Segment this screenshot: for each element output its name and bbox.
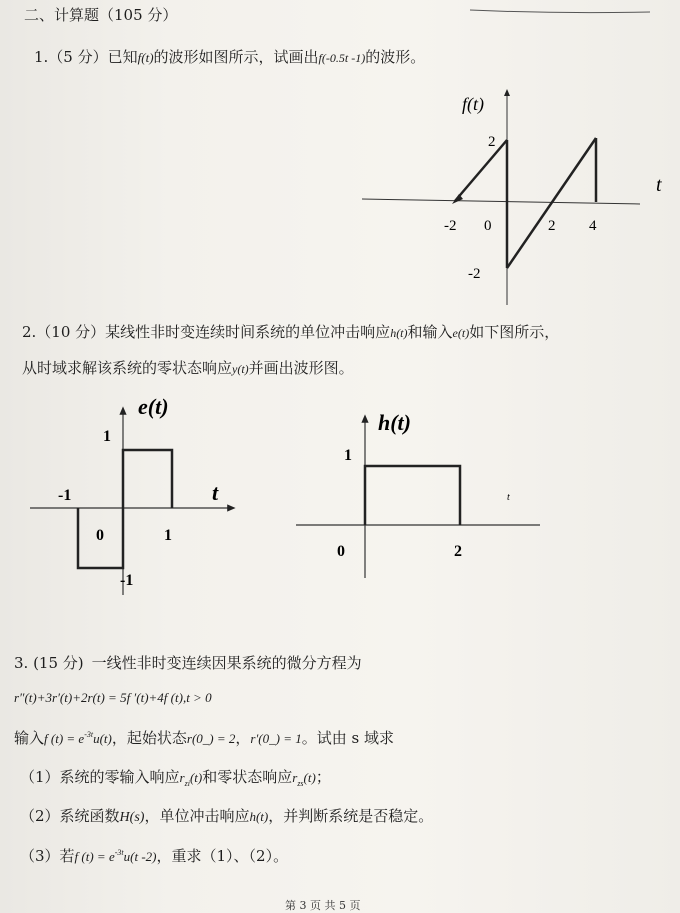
- q3-part2: [20, 805, 433, 826]
- section-title-text: 二、计算题（105 分）: [24, 6, 178, 24]
- q3-rzi-t: (t): [189, 770, 203, 785]
- e-ylabel: e(t): [138, 394, 169, 419]
- h-waveform: [365, 466, 460, 525]
- q2-y: y(t): [232, 362, 249, 376]
- e-xlabel: t: [212, 480, 219, 505]
- h-ylabel: h(t): [378, 410, 411, 435]
- f-ylabel: f(t): [462, 94, 484, 114]
- e-label-0: 0: [96, 527, 104, 544]
- f-tick-x-2: 2: [548, 218, 556, 234]
- q3-f2-u: u(t -2): [123, 849, 157, 864]
- q1-text-a: 已知: [107, 48, 138, 66]
- q1-label: 1.（5 分）: [34, 48, 108, 66]
- q2-label: 2.（10 分）: [22, 323, 106, 341]
- f-tick-x-0: 0: [484, 218, 492, 234]
- h-label-0: 0: [337, 543, 345, 560]
- q2-line1-a: 某线性非时变连续时间系统的单位冲击响应: [105, 323, 391, 341]
- q3-intro-text: 一线性非时变连续因果系统的微分方程为: [91, 654, 362, 672]
- h-label-2: 2: [454, 543, 462, 560]
- q3-part2-b: ，单位冲击响应: [144, 807, 250, 825]
- q1-text-c: 的波形。: [365, 48, 426, 66]
- q3-Hs: H(s): [119, 810, 145, 825]
- q3-input-a: 输入: [14, 729, 45, 747]
- q3-part1-c: ；: [315, 768, 331, 786]
- q1-text-b: 的波形如图所示，试画出: [153, 48, 319, 66]
- q2-line1-b: 和输入: [407, 323, 453, 341]
- f-tick-x-neg2: -2: [444, 218, 457, 234]
- q3-input-f: f (t) = e: [44, 731, 85, 746]
- e-label-1-x: 1: [164, 527, 172, 544]
- f-tick-x-4: 4: [589, 218, 597, 234]
- q2-h: h(t): [390, 326, 408, 340]
- q3-equation: r″(t)+3r′(t)+2r(t) = 5f ′(t)+4f (t),t > 0: [14, 690, 212, 705]
- q2-e: e(t): [452, 326, 470, 340]
- q3-input-u: u(t): [93, 731, 112, 746]
- q3-input-line: [14, 727, 394, 748]
- q3-f2: f (t) = e: [74, 849, 115, 864]
- q3-part3: [20, 845, 288, 866]
- q3-part2-c: ，并判断系统是否稳定。: [268, 807, 434, 825]
- q3-rzi-sub: zi: [184, 779, 190, 788]
- q3-input-b: ，起始状态: [111, 729, 187, 747]
- e-label-neg1-x: -1: [58, 487, 72, 504]
- q3-part1: [20, 766, 331, 788]
- h-label-1: 1: [344, 447, 352, 464]
- q3-input-exp: -3t: [84, 730, 94, 739]
- q3-part1-a: （1）系统的零输入响应: [20, 768, 180, 786]
- q3-intro: [14, 652, 362, 673]
- h-xlabel: t: [507, 492, 510, 503]
- page-footer: 第 3 页 共 5 页: [285, 899, 361, 912]
- q3-part2-a: （2）系统函数: [20, 807, 120, 825]
- e-label-1-top: 1: [103, 428, 111, 445]
- q2-line2-b: 并画出波形图。: [248, 359, 354, 377]
- e-waveform: [78, 450, 172, 568]
- q2-line1-c: 如下图所示，: [469, 323, 560, 341]
- q3-sep: ，: [235, 729, 251, 747]
- q3-f2-exp: -3t: [114, 848, 124, 857]
- e-label-neg1-y: -1: [120, 572, 134, 589]
- q3-rzs-t: (t): [303, 770, 316, 785]
- q3-part3-a: （3）若: [20, 847, 75, 865]
- q2-line2-a: 从时域求解该系统的零状态响应: [22, 359, 233, 377]
- q3-part1-b: 和零状态响应: [202, 768, 293, 786]
- q1-func2: f(-0.5t -1): [318, 51, 366, 65]
- f-tick-y-2: 2: [488, 134, 496, 150]
- q3-rzs: r: [292, 770, 298, 785]
- q3-input-c: 。试由 s 域求: [301, 729, 394, 747]
- q3-ht: h(t): [249, 809, 269, 824]
- f-xlabel: t: [656, 174, 662, 196]
- q3-rzi: r: [179, 770, 185, 785]
- q3-rzs-sub: zs: [297, 779, 304, 788]
- q1-func: f(t): [137, 50, 154, 65]
- q3-part3-b: ，重求（1）、（2）。: [156, 847, 289, 865]
- f-tick-y-neg2: -2: [468, 266, 481, 282]
- q3-r0: r(0_) = 2: [186, 731, 236, 746]
- q3-label: 3. (15 分): [14, 654, 84, 672]
- q3-rp0: r′(0_) = 1: [250, 731, 302, 746]
